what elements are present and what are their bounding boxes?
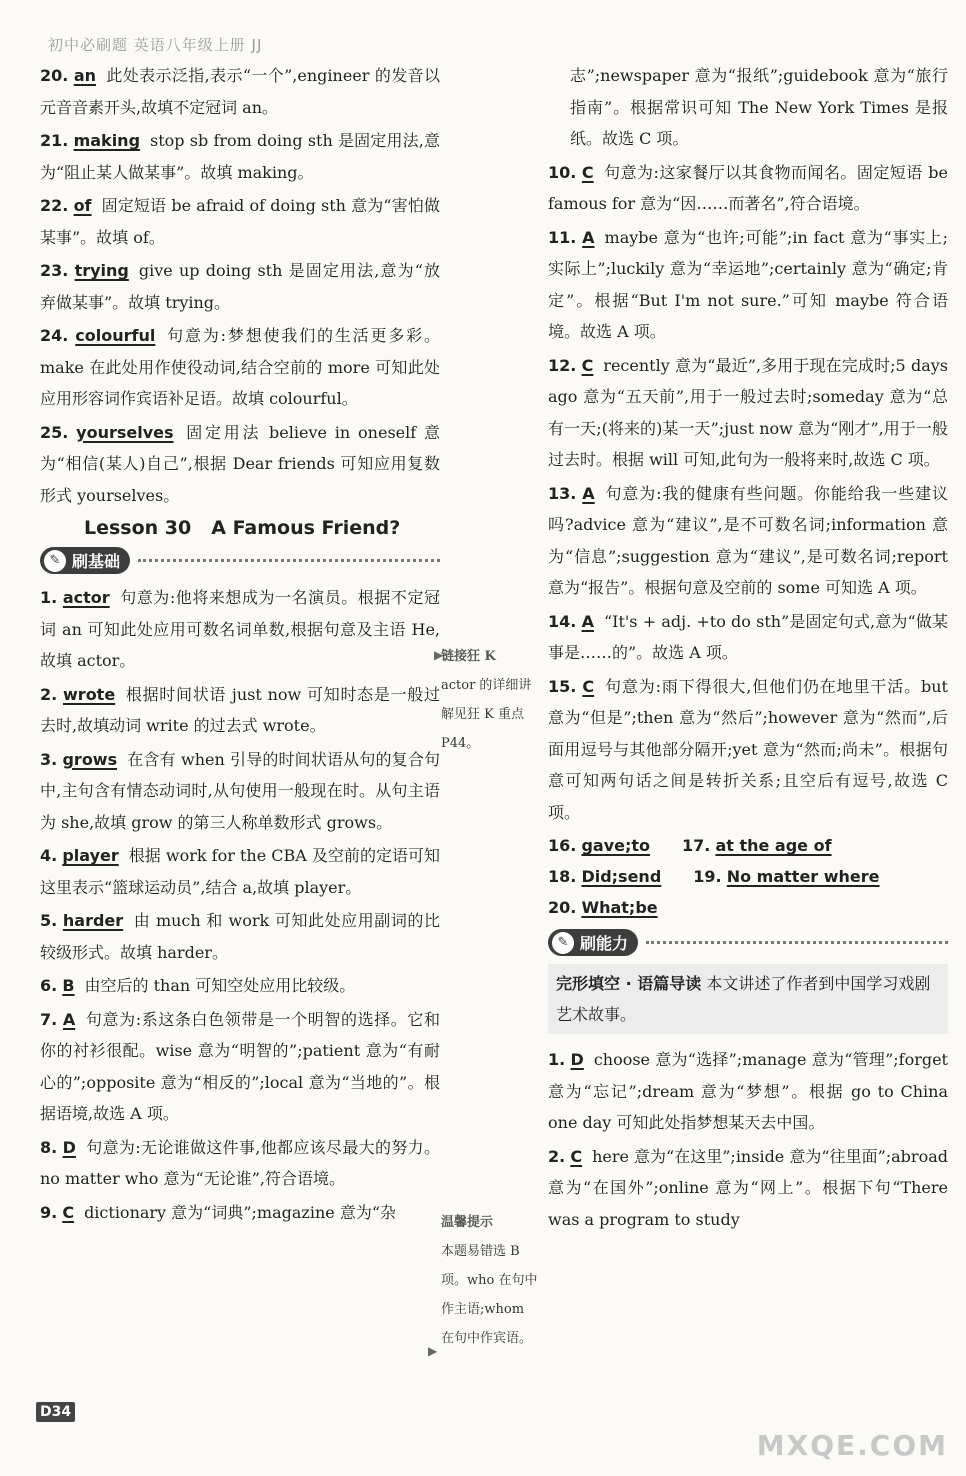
item-number: 14.: [548, 611, 577, 631]
answer-item: [40, 255, 440, 318]
item-number: 8.: [40, 1137, 58, 1157]
answer-item: [40, 582, 440, 677]
item-answer: yourselves: [76, 422, 174, 442]
item-answer: an: [73, 66, 96, 85]
pen-icon: ✎: [552, 932, 574, 954]
item-number: 17.: [682, 836, 711, 855]
item-answer: No matter where: [726, 867, 880, 886]
short-answer-row: [548, 830, 948, 861]
short-answer-row: [548, 861, 948, 892]
section-basic-label: 刷基础: [72, 552, 121, 571]
right-answer-list: [548, 157, 948, 829]
item-answer: A: [582, 227, 595, 247]
side-note-link: [441, 642, 541, 758]
item-explanation: 在含有 when 引导的时间状语从句的复合句中,主句含有情态动词时,从句使用一般现在时。从句主语为 she,故填 grow 的第三人称单数形式 grows。: [40, 749, 440, 832]
item-explanation: 句意为:他将来想成为一名演员。根据不定冠词 an 可知此处应用可数名词单数,根据句意及主语 He,故填 actor。: [40, 588, 440, 670]
item-answer: D: [62, 1137, 76, 1157]
item-answer: trying: [74, 261, 129, 280]
item-answer: C: [582, 676, 595, 696]
item-explanation: “It's + adj. +to do sth”是固定句式,意为“做某事是……的”。故选 A 项。: [548, 611, 948, 662]
answer-item: [40, 1132, 440, 1195]
item-answer: A: [582, 483, 595, 503]
answer-item: [40, 1197, 440, 1229]
item-number: 21.: [40, 131, 69, 150]
answer-item: [40, 320, 440, 415]
answer-item: [548, 1141, 948, 1236]
item-number: 22.: [40, 196, 69, 215]
item-explanation: 句意为:我的健康有些问题。你能给我一些建议吗?advice 意为“建议”,是不可数名词;information 意为“信息”;suggestion 意为“建议”,是可数名词;report 意为“报告”。根据句意及空前的 some 可知选 A 项。: [548, 483, 948, 597]
item-number: 15.: [548, 676, 577, 696]
item-answer: harder: [62, 911, 124, 930]
answer-item: [548, 606, 948, 669]
item-number: 2.: [40, 684, 58, 704]
item-number: 25.: [40, 422, 69, 442]
item-explanation: give up doing sth 是固定用法,意为“放弃做某事”。故填 trying。: [40, 261, 440, 312]
pen-icon: ✎: [44, 550, 66, 572]
answer-item: [548, 350, 948, 476]
item-answer: of: [73, 196, 92, 215]
triangle-marker-icon: ▶: [434, 648, 444, 662]
section-basic-badge: [40, 547, 130, 574]
item-answer: B: [62, 976, 75, 995]
item-answer: C: [62, 1202, 75, 1222]
left-column: [40, 60, 440, 1230]
item-number: 18.: [548, 867, 577, 886]
item-answer: at the age of: [715, 836, 832, 855]
item-explanation: choose 意为“选择”;manage 意为“管理”;forget 意为“忘记”;dream 意为“梦想”。根据 go to China one day 可知此处指梦想某天去中国。: [548, 1050, 948, 1132]
item-explanation: 句意为:雨下得很大,但他们仍在地里干活。but 意为“但是”;then 意为“然后”;however 意为“然而”,后面用逗号与其他部分隔开;yet 意为“然而;尚未”。根据句意可知两句话之间是转折关系;且空后有逗号,故选 C 项。: [548, 676, 948, 822]
answer-item: [548, 222, 948, 348]
item-explanation: 由空后的 than 可知空处应用比较级。: [84, 976, 356, 995]
answer-item: [40, 125, 440, 188]
dotted-divider: [646, 941, 948, 944]
passage-guide: [548, 964, 948, 1034]
section-ability-bar: [548, 929, 948, 956]
section-ability-badge: [548, 929, 638, 956]
item-number: 3.: [40, 749, 58, 769]
item-answer: colourful: [75, 326, 156, 345]
answer-item: [40, 1004, 440, 1130]
item-number: 19.: [693, 867, 722, 886]
item-answer: actor: [62, 588, 110, 607]
item-answer: gave;to: [581, 836, 651, 855]
answer-item: [40, 679, 440, 742]
lesson-label: Lesson 30: [84, 517, 192, 539]
watermark: MXQE.COM: [756, 1429, 948, 1462]
answer-item: [548, 671, 948, 829]
lesson-title: [84, 517, 440, 539]
page-number: D34: [36, 1402, 75, 1422]
item-explanation: 句意为:梦想使我们的生活更多彩。make 在此处用作使役动词,结合空前的 more 可知此处应用形容词作宾语补足语。故填 colourful。: [40, 326, 440, 408]
item-number: 16.: [548, 836, 577, 855]
side-note-tip-text: 本题易错选 B 项。who 在句中作主语;whom 在句中作宾语。: [441, 1244, 538, 1346]
answer-item: [40, 905, 440, 968]
dotted-divider: [138, 559, 440, 562]
side-note-tip: [441, 1208, 541, 1353]
item-explanation: maybe 意为“也许;可能”;in fact 意为“事实上;实际上”;luckily 意为“幸运地”;certainly 意为“确定;肯定”。根据“But I'm not sure.”可知 maybe 符合语境。故选 A 项。: [548, 227, 948, 341]
item-explanation: 此处表示泛指,表示“一个”,engineer 的发音以元音音素开头,故填不定冠词 an。: [40, 66, 440, 117]
side-note-link-text: actor 的详细讲解见狂 K 重点 P44。: [441, 678, 532, 751]
answer-item: [40, 60, 440, 123]
item-explanation: here 意为“在这里”;inside 意为“往里面”;abroad 意为“在国外”;online 意为“网上”。根据下句“There was a program to study: [548, 1146, 948, 1229]
left-answer-list: [40, 60, 440, 511]
item-number: 7.: [40, 1009, 58, 1029]
answer-item: [548, 1044, 948, 1139]
side-note-tip-title: 温馨提示: [441, 1215, 494, 1230]
item-number: 2.: [548, 1146, 566, 1166]
answer-item: [548, 478, 948, 604]
passage-guide-label: 完形填空 · 语篇导读: [556, 974, 702, 993]
item-number: 9.: [40, 1202, 58, 1222]
item-answer: A: [581, 611, 594, 631]
item-number: 1.: [40, 588, 58, 607]
continued-text: 志”;newspaper 意为“报纸”;guidebook 意为“旅行指南”。根据常识可知 The New York Times 是报纸。故选 C 项。: [570, 66, 948, 148]
short-answer-list: [548, 830, 948, 923]
item-number: 23.: [40, 261, 69, 280]
item-answer: wrote: [63, 684, 116, 704]
item-explanation: 句意为:系这条白色领带是一个明智的选择。它和你的衬衫很配。wise 意为“明智的”;patient 意为“有耐心的”;opposite 意为“相反的”;local 意为“当地的”。根据语境,故选 A 项。: [40, 1009, 440, 1123]
item-explanation: 固定用法 believe in oneself 意为“相信(某人)自己”,根据 Dear friends 可知应用复数形式 yourselves。: [40, 422, 440, 505]
triangle-marker-icon: ▶: [428, 1344, 438, 1358]
answer-item: [40, 970, 440, 1002]
item-number: 12.: [548, 355, 577, 375]
answer-item: [40, 417, 440, 512]
item-explanation: 句意为:这家餐厅以其食物而闻名。固定短语 be famous for 意为“因……而著名”,符合语境。: [548, 162, 948, 213]
item-number: 1.: [548, 1050, 566, 1069]
item-number: 24.: [40, 326, 69, 345]
item-answer: D: [570, 1050, 584, 1069]
item-answer: player: [62, 846, 119, 865]
item-number: 11.: [548, 227, 577, 247]
item-number: 6.: [40, 976, 58, 995]
item-answer: What;be: [581, 898, 658, 917]
answer-item: [40, 840, 440, 903]
item-explanation: dictionary 意为“词典”;magazine 意为“杂: [84, 1202, 397, 1222]
answer-item: [40, 190, 440, 253]
passage-guide-text: 本文讲述了作者到中国学习戏剧艺术故事。: [556, 974, 931, 1024]
item-explanation: stop sb from doing sth 是固定用法,意为“阻止某人做某事”。故填 making。: [40, 131, 440, 182]
item-number: 4.: [40, 846, 58, 865]
answer-item: [548, 157, 948, 220]
item-number: 5.: [40, 911, 58, 930]
item-answer: C: [570, 1146, 583, 1166]
ability-answer-list: [548, 1044, 948, 1235]
side-note-link-title: 链接狂 K: [441, 649, 496, 664]
lesson-name: A Famous Friend?: [211, 517, 401, 539]
short-answer-row: [548, 892, 948, 923]
item-number: 13.: [548, 483, 577, 503]
item-answer: Did;send: [581, 867, 662, 886]
item-explanation: 根据时间状语 just now 可知时态是一般过去时,故填动词 write 的过去式 wrote。: [40, 684, 440, 735]
section-ability-label: 刷能力: [580, 934, 629, 953]
page-header: 初中必刷题 英语八年级上册 JJ: [48, 36, 263, 54]
item-answer: A: [62, 1009, 76, 1029]
item-number: 20.: [548, 898, 577, 917]
item-answer: grows: [62, 749, 118, 769]
item-explanation: recently 意为“最近”,多用于现在完成时;5 days ago 意为“五天前”,用于一般过去时;someday 意为“总有一天;(将来的)某一天”;just now 意为“刚才”,用于一般过去时。根据 will 可知,此句为一般将来时,故选 C 项。: [548, 355, 948, 469]
item-number: 20.: [40, 66, 69, 85]
item-explanation: 固定短语 be afraid of doing sth 意为“害怕做某事”。故填 of。: [40, 196, 440, 247]
item-answer: making: [73, 131, 141, 150]
item-answer: C: [581, 355, 594, 375]
basic-answer-list: [40, 582, 440, 1228]
section-basic-bar: [40, 547, 440, 574]
item-explanation: 由 much 和 work 可知此处应用副词的比较级形式。故填 harder。: [40, 911, 440, 962]
item-number: 10.: [548, 162, 577, 182]
right-column: [548, 60, 948, 1237]
item-answer: C: [581, 162, 594, 182]
item-explanation: 句意为:无论谁做这件事,他都应该尽最大的努力。no matter who 意为“无论谁”,符合语境。: [40, 1137, 440, 1188]
answer-item: [40, 744, 440, 839]
item-explanation: 根据 work for the CBA 及空前的定语可知这里表示“篮球运动员”,结合 a,故填 player。: [40, 846, 440, 897]
